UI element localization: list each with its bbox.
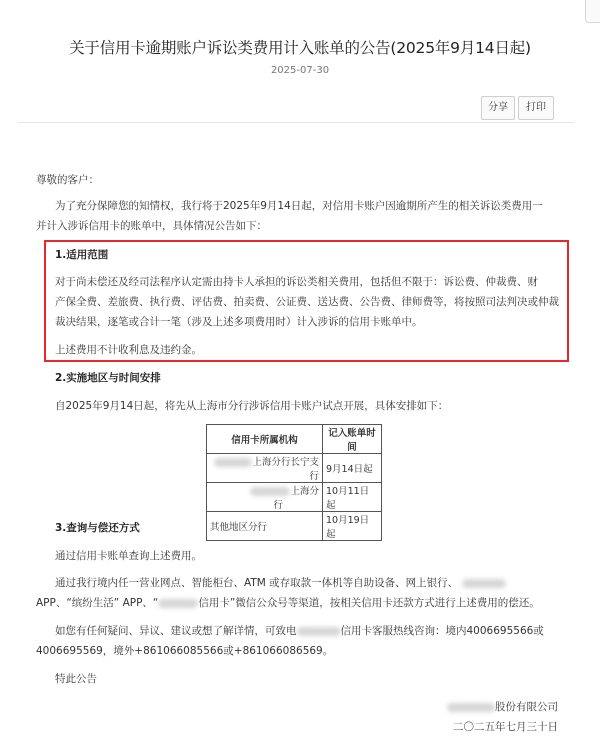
intro-line-1: 为了充分保障您的知情权，我行将于2025年9月14日起，对信用卡账户因逾期所产生的相关诉讼类费用一 (55, 200, 543, 212)
table-header-cell: 信用卡所属机构 (207, 425, 323, 454)
intro-line-2: 并计入涉诉信用卡的账单中，具体情况公告如下： (36, 220, 267, 232)
section-2-intro: 自2025年9月14日起，将先从上海市分行涉诉信用卡账户试点开展，具体安排如下： (55, 400, 449, 412)
signature-date: 二〇二五年七月三十日 (453, 721, 558, 733)
table-row (207, 483, 382, 512)
schedule-table (206, 424, 382, 541)
share-button[interactable]: 分享 (481, 96, 515, 120)
section-1-line-1: 对于尚未偿还及经司法程序认定需由持卡人承担的诉讼类相关费用，包括但不限于：诉讼费、仲裁费、财 (55, 276, 538, 288)
table-cell: 其他地区分行 (207, 512, 323, 541)
redacted-text (462, 579, 506, 588)
section-3-line-4: 如您有任何疑问、异议、建议或想了解详情，可致电 信用卡客服热线咨询：境内4006695566或 (55, 625, 544, 637)
section-3-title: 3.查询与偿还方式 (55, 522, 140, 534)
section-1-line-3: 裁决结果，逐笔或合计一笔（涉及上述多项费用时）计入涉诉的信用卡账单中。 (55, 316, 423, 328)
table-cell: 9月14日起 (323, 454, 382, 483)
table-header-row (207, 425, 382, 454)
table-cell: 上海分行 (207, 483, 323, 512)
section-3-line-5: 4006695569，境外+861066085566或+861066086569。 (36, 645, 334, 657)
signature: 股份有限公司 (447, 697, 558, 717)
table-row (207, 512, 382, 541)
redacted-text (158, 599, 198, 608)
corner-tab (585, 0, 600, 23)
publish-date: 2025-07-30 (270, 65, 330, 76)
table-header-cell: 记入账单时间 (323, 425, 382, 454)
redacted-text (297, 627, 341, 636)
section-3-line-2: 通过我行境内任一营业网点、智能柜台、ATM 或存取款一体机等自助设备、网上银行、 (55, 573, 506, 593)
section-3-line-3: APP、“缤纷生活” APP、“ 信用卡”微信公众号等渠道，按相关信用卡还款方式进行上述费用的偿还。 (36, 597, 540, 609)
greeting: 尊敬的客户： (36, 174, 99, 186)
table-cell: 10月19日起 (323, 512, 382, 541)
section-3-line-1: 通过信用卡账单查询上述费用。 (55, 550, 202, 562)
header-divider (18, 122, 574, 123)
print-button[interactable]: 打印 (518, 96, 554, 120)
section-1-note: 上述费用不计收利息及违约金。 (55, 344, 202, 356)
section-1-title: 1.适用范围 (55, 249, 109, 261)
section-1-line-2: 产保全费、差旅费、执行费、评估费、拍卖费、公证费、送达费、公告费、律师费等，将按照司法判决或仲裁 (55, 296, 559, 308)
page-title: 关于信用卡逾期账户诉讼类费用计入账单的公告(2025年9月14日起) (69, 39, 531, 57)
redacted-text (250, 487, 290, 496)
redacted-text (214, 458, 252, 467)
closing: 特此公告 (55, 673, 97, 685)
section-2-title: 2.实施地区与时间安排 (55, 372, 161, 384)
redacted-text (447, 703, 495, 712)
table-row (207, 454, 382, 483)
table-cell: 10月11日起 (323, 483, 382, 512)
table-cell: 上海分行长宁支行 (207, 454, 323, 483)
